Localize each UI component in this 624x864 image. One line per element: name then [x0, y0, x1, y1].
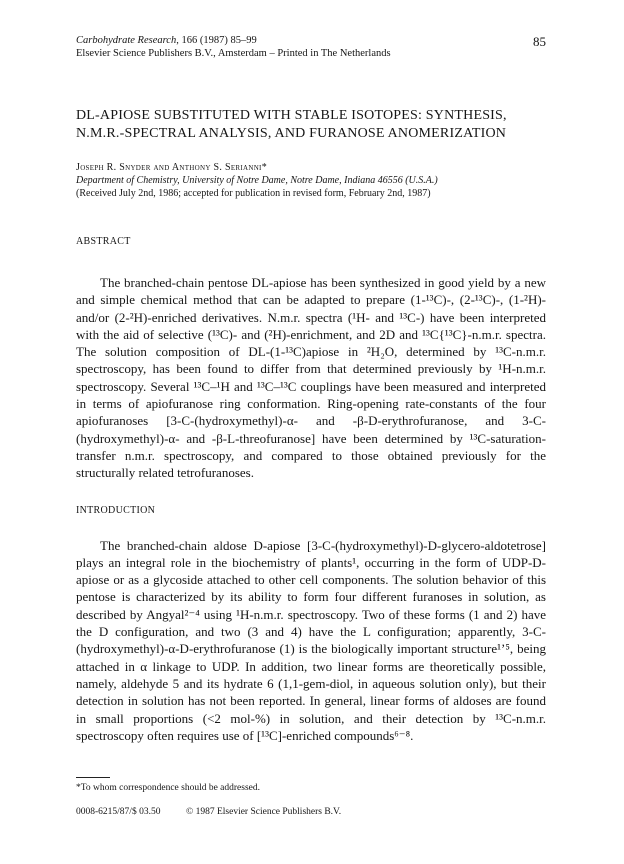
- abstract-heading: ABSTRACT: [76, 236, 131, 247]
- author-affiliation: Department of Chemistry, University of Notre Dame, Notre Dame, Indiana 46556 (U.S.A.): [76, 175, 438, 186]
- introduction-heading: INTRODUCTION: [76, 504, 156, 516]
- journal-citation: [76, 34, 546, 47]
- page-number: 85: [533, 34, 546, 49]
- introduction-text: The branched-chain aldose D-apiose [3-C-(hydroxymethyl)-D-glycero-aldotetrose] plays an integral role in the biochemistry of plants¹, occurring in the form of UDP-D-apiose or as a glycoside attached to other cell components. The solution behavior of this pentose is characterized by its ability to form four different furanoses in solution, as described by Angyal²⁻⁴ using ¹H-n.m.r. spectroscopy. Two of these forms (1 and 2) have the D configuration, and two (3 and 4) have the L configuration; apparently, 3-C-(hydroxymethyl)-α-D-erythrofuranose (1) is the biologically important structure¹ʼ⁵, being attached in α linkage to UDP. In addition, two linear forms are theoretically possible, namely, aldehyde 5 and its hydrate 6 (1,1-gem-diol, in aqueous solution only), but their detection in solution has not been reported. In general, linear forms of aldoses are found in small proportions (<2 mol-%) in solution, and their detection by ¹³C-n.m.r. spectroscopy often requires use of [¹³C]-enriched compounds⁶⁻⁸.: [76, 537, 546, 743]
- copyright-notice: © 1987 Elsevier Science Publishers B.V.: [186, 807, 342, 817]
- footnote-divider: [76, 777, 110, 778]
- article-title: DL-APIOSE SUBSTITUTED WITH STABLE ISOTOPES: SYNTHESIS, N.M.R.-SPECTRAL ANALYSIS, AND FURANOSE ANOMERIZATION: [76, 108, 507, 141]
- received-dates: (Received July 2nd, 1986; accepted for publication in revised form, February 2nd, 1987): [76, 188, 431, 199]
- journal-name: Carbohydrate Research: [76, 35, 177, 46]
- page-footer: [76, 806, 342, 818]
- correspondence-footnote: *To whom correspondence should be addressed.: [76, 783, 261, 793]
- abstract-text: The branched-chain pentose DL-apiose has been synthesized in good yield by a new and simple chemical method that can be adapted to prepare (1-¹³C)-, (2-¹³C)-, (1-²H)- and/or (2-²H)-enriched derivatives. N.m.r. spectra (¹H- and ¹³C-) have been interpreted with the aid of selective (¹³C)- and (²H)-enrichment, and 2D and ¹³C{¹³C}-n.m.r. spectra. The solution composition of DL-(1-¹³C)apiose in ²H₂O, determined by ¹³C-n.m.r. spectroscopy, has been found to differ from that determined previously by ¹H-n.m.r. spectroscopy. Several ¹³C–¹H and ¹³C–¹³C couplings have been measured and interpreted in terms of apiofuranose ring conformation. Ring-opening rate-constants of the four apiofuranoses [3-C-(hydroxymethyl)-α- and -β-D-erythrofuranose, and 3-C-(hydroxymethyl)-α- and -β-L-threofuranose] have been determined by ¹³C-saturation-transfer n.m.r. spectroscopy, and compared to those obtained previously for the structurally related tetrofuranoses.: [76, 275, 546, 481]
- journal-volume-pages: , 166 (1987) 85–99: [176, 35, 257, 46]
- publisher-line: Elsevier Science Publishers B.V., Amsterdam – Printed in The Netherlands: [76, 48, 391, 59]
- author-list: Joseph R. Snyder and Anthony S. Serianni*: [76, 162, 267, 173]
- article-code: 0008-6215/87/$ 03.50: [76, 807, 161, 817]
- article-page: [76, 34, 546, 744]
